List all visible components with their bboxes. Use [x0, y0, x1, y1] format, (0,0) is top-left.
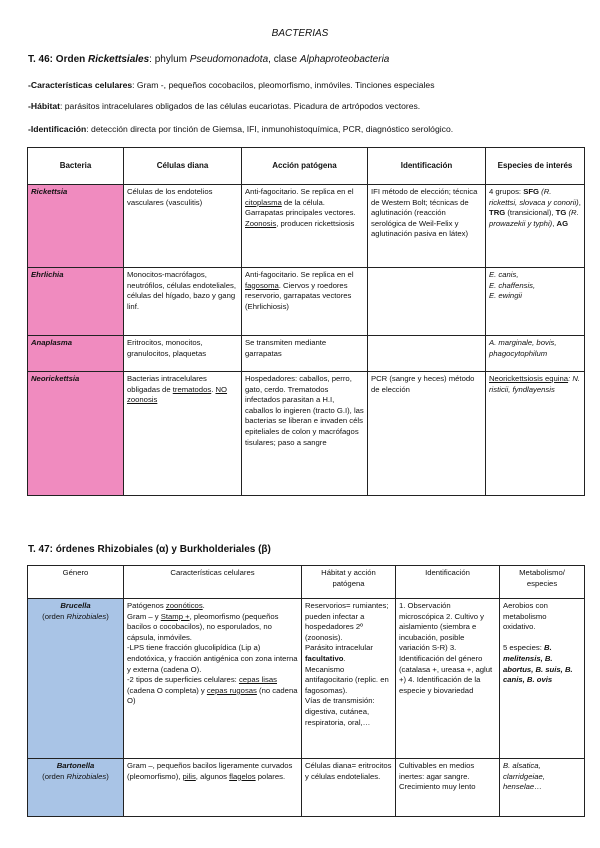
genus-cell: Bartonella (orden Rhizobiales)	[28, 759, 124, 817]
t46-characteristics: -Características celulares: Gram -, pequeños cocobacilos, pleomorfismo, inmóviles. Tinciones especiales	[28, 80, 435, 90]
column-header: Bacteria	[28, 148, 124, 185]
habitat-cell: Reservorios= rumiantes; pueden infectar a hospedadores 2º (zoonosis). Parásito intracelular facultativo. Mecanismo antifagocitario (replic. en fagosomas). Vías de transmisión: digestiva, cutánea, respiratoria, oral,…	[302, 599, 396, 759]
pathogenic-action-cell: Anti-fagocitario. Se replica en el citoplasma de la célula. Garrapatas principales vectores. Zoonosis, producen rickettsiosis	[242, 185, 368, 268]
pathogenic-action-cell: Se transmiten mediante garrapatas	[242, 336, 368, 372]
column-header: Células diana	[124, 148, 242, 185]
column-header: Características celulares	[124, 566, 302, 599]
table-row	[28, 185, 585, 268]
table-row	[28, 268, 585, 336]
t47-heading: T. 47: órdenes Rhizobiales (α) y Burkholderiales (β)	[28, 544, 271, 555]
table-row	[28, 599, 585, 759]
table-row	[28, 336, 585, 372]
table-row	[28, 372, 585, 496]
species-cell: 4 grupos: SFG (R. rickettsi, slovaca y conorii), TRG (transicional), TG (R. prowazekii y typhi), AG	[486, 185, 585, 268]
table-header-row	[28, 148, 585, 185]
target-cells-cell: Células de los endotelios vasculares (vasculitis)	[124, 185, 242, 268]
t46-heading: T. 46: Orden Rickettsiales: phylum Pseudomonadota, clase Alphaproteobacteria	[28, 54, 390, 65]
identification-cell: PCR (sangre y heces) método de elección	[368, 372, 486, 496]
genus-cell: Anaplasma	[28, 336, 124, 372]
metabolism-cell: B. alsatica, clarridgeiae, henselae…	[500, 759, 585, 817]
metabolism-cell: Aerobios con metabolismo oxidativo. 5 especies: B. melitensis, B. abortus, B. suis, B. canis, B. ovis	[500, 599, 585, 759]
rickettsiales-table	[27, 147, 585, 496]
cell-characteristics-cell: Gram –, pequeños bacilos ligeramente curvados (pleomorfismo), pilis, algunos flagelos polares.	[124, 759, 302, 817]
t46-identification: -Identificación: detección directa por tinción de Giemsa, IFI, inmunohistoquímica, PCR, diagnóstico serológico.	[28, 124, 454, 134]
identification-cell	[368, 336, 486, 372]
column-header: Hábitat y acción patógena	[302, 566, 396, 599]
identification-cell: IFI método de elección; técnica de Western Bolt; técnicas de aglutinación (reacción serológica de Weil-Felix y aglutinación pasiva en látex)	[368, 185, 486, 268]
genus-cell: Neorickettsia	[28, 372, 124, 496]
column-header: Metabolismo/ especies	[500, 566, 585, 599]
species-cell: E. canis, E. chaffensis, E. ewingii	[486, 268, 585, 336]
column-header: Género	[28, 566, 124, 599]
target-cells-cell: Eritrocitos, monocitos, granulocitos, plaquetas	[124, 336, 242, 372]
pathogenic-action-cell: Anti-fagocitario. Se replica en el fagosoma. Ciervos y roedores reservorio, garrapatas vectores (Ehrlichiosis)	[242, 268, 368, 336]
identification-cell: 1. Observación microscópica 2. Cultivo y aislamiento (siembra e incubación, posible variación S-R) 3. Identificación del género (catalasa +, ureasa +, aglut +) 4. Identificación de la especie y biovariedad	[396, 599, 500, 759]
species-cell: Neorickettsiosis equina: N. risticii, fyndlayensis	[486, 372, 585, 496]
target-cells-cell: Bacterias intracelulares obligadas de trematodos. NO zoonosis	[124, 372, 242, 496]
column-header: Identificación	[396, 566, 500, 599]
document-title: BACTERIAS	[271, 28, 329, 39]
pathogenic-action-cell: Hospedadores: caballos, perro, gato, cerdo. Trematodos infectados parasitan a H.I, caballos lo ingieren (tracto G.I), las bacterias se liberan e invaden céls epiteliales de colon y macrófagos tisulares; paso a sangre	[242, 372, 368, 496]
column-header: Especies de interés	[486, 148, 585, 185]
target-cells-cell: Monocitos-macrófagos, neutrófilos, células endoteliales, células del hígado, bazo y gang linf.	[124, 268, 242, 336]
identification-cell	[368, 268, 486, 336]
genus-cell: Rickettsia	[28, 185, 124, 268]
cell-characteristics-cell: Patógenos zoonóticos. Gram – y Stamp +, pleomorfismo (pequeños bacilos o cocobacilos), no esporulados, no cápsula, inmóviles. -LPS tiene fracción glucolipídica (Lip a) endotóxica, y fracción antigénica con zona interna y externa (cadena O). -2 tipos de superficies celulares: cepas lisas (cadena O completa) y cepas rugosas (no cadena O)	[124, 599, 302, 759]
identification-cell: Cultivables en medios inertes: agar sangre. Crecimiento muy lento	[396, 759, 500, 817]
genus-cell: Ehrlichia	[28, 268, 124, 336]
rhizobiales-table	[27, 565, 585, 817]
table-header-row	[28, 566, 585, 599]
column-header: Acción patógena	[242, 148, 368, 185]
habitat-cell: Células diana= eritrocitos y células endoteliales.	[302, 759, 396, 817]
column-header: Identificación	[368, 148, 486, 185]
species-cell: A. marginale, bovis, phagocytophilum	[486, 336, 585, 372]
t46-habitat: -Hábitat: parásitos intracelulares obligados de las células eucariotas. Picadura de artrópodos vectores.	[28, 101, 421, 111]
table-row	[28, 759, 585, 817]
genus-cell: Brucella (orden Rhizobiales)	[28, 599, 124, 759]
